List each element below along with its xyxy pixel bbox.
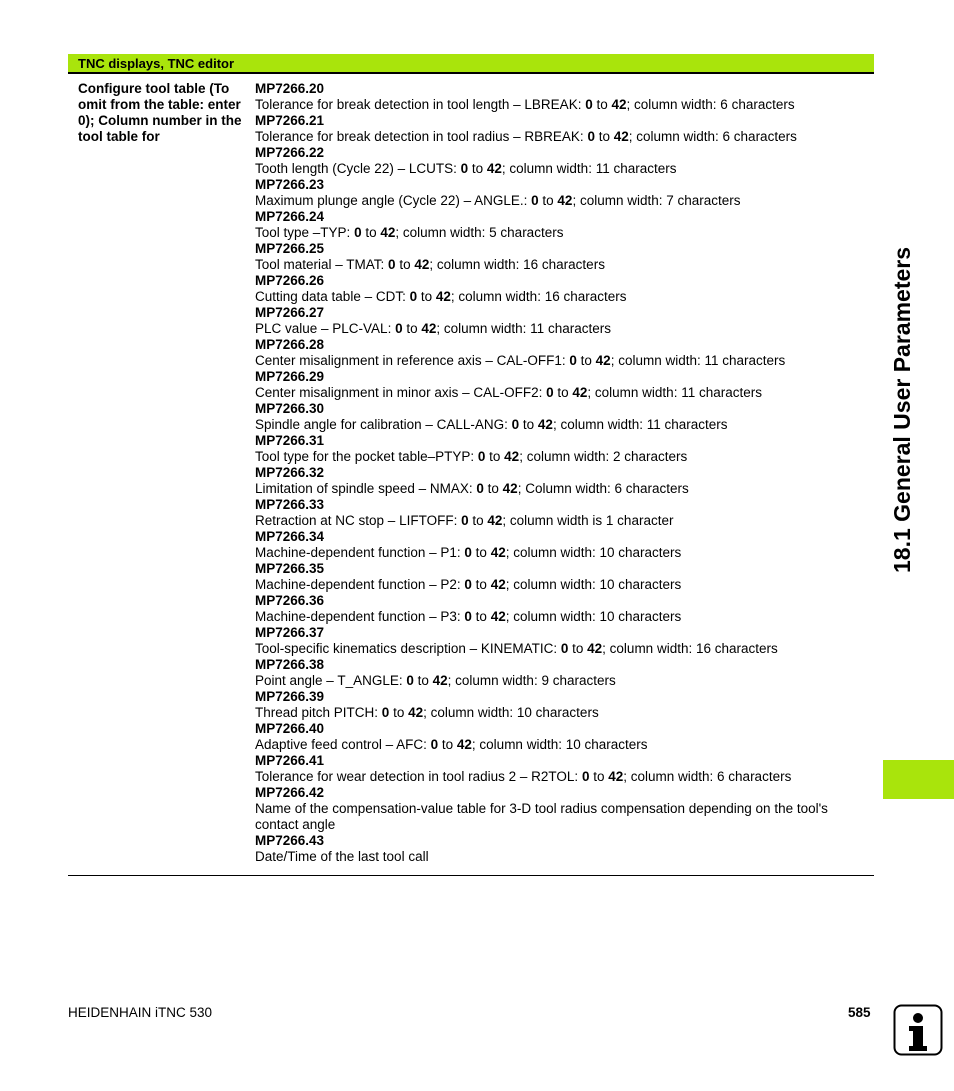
parameter-description-mid: to [468, 513, 488, 528]
parameter-entry [255, 753, 870, 785]
parameter-description-pre: Machine-dependent function – P2: [255, 577, 465, 592]
parameter-code: MP7266.36 [255, 593, 325, 608]
parameter-description-post: ; column width: 11 characters [552, 417, 728, 432]
parameter-description-to: 42 [408, 705, 424, 720]
parameter-description-to: 42 [557, 193, 573, 208]
parameter-entry [255, 113, 870, 145]
parameter-description-to: 42 [572, 385, 588, 400]
parameter-description-pre: Maximum plunge angle (Cycle 22) – ANGLE.: [255, 193, 532, 208]
parameter-description-from: 0 [464, 545, 472, 560]
parameter-code: MP7266.31 [255, 433, 325, 448]
parameter-description-pre: Tool-specific kinematics description – KINEMATIC: [255, 641, 561, 656]
parameter-description-mid: to [417, 289, 436, 304]
parameter-description-from: 0 [395, 321, 403, 336]
parameter-entry [255, 273, 870, 305]
parameter-description-post: ; column width: 11 characters [610, 353, 786, 368]
parameter-description-to: 42 [414, 257, 430, 272]
parameter-code: MP7266.32 [255, 465, 325, 480]
parameter-code: MP7266.42 [255, 785, 325, 800]
parameter-description-pre: Tolerance for break detection in tool radius – RBREAK: [255, 129, 588, 144]
parameter-entry [255, 337, 870, 369]
parameter-description-from: 0 [581, 769, 590, 784]
parameter-description-pre: Tool type for the pocket table–PTYP: [255, 449, 478, 464]
parameter-entry [255, 145, 870, 177]
parameter-entry [255, 689, 870, 721]
parameter-description-pre: Tool material – TMAT: [255, 257, 389, 272]
parameter-description-from: 0 [406, 673, 414, 688]
parameter-description-pre: PLC value – PLC-VAL: [255, 321, 396, 336]
parameter-description-to: 42 [502, 481, 518, 496]
parameter-description-mid: to [592, 97, 612, 112]
parameter-code: MP7266.34 [255, 529, 325, 544]
parameter-code: MP7266.24 [255, 209, 325, 224]
parameter-description-to: 42 [486, 161, 502, 176]
parameter-description-pre: Retraction at NC stop – LIFTOFF: [255, 513, 462, 528]
parameter-description [255, 321, 870, 337]
parameter-description-to: 42 [537, 417, 553, 432]
chapter-side-title-text: 18.1 General User Parameters [889, 246, 915, 574]
parameter-description-from: 0 [476, 481, 484, 496]
parameter-description-from: 0 [546, 385, 554, 400]
parameter-description-pre: Center misalignment in minor axis – CAL-OFF2: [255, 385, 547, 400]
parameter-description-post: ; column width: 11 characters [587, 385, 762, 400]
parameter-description-from: 0 [430, 737, 439, 752]
parameter-description-from: 0 [569, 353, 577, 368]
parameter-code: MP7266.22 [255, 145, 325, 160]
parameter-description-from: 0 [464, 577, 472, 592]
parameter-description [255, 641, 870, 657]
parameter-description-from: 0 [464, 609, 472, 624]
parameter-entry [255, 209, 870, 241]
parameter-description-from: 0 [409, 289, 418, 304]
parameter-description [255, 769, 870, 785]
parameter-description-pre: Date/Time of the last tool call [255, 849, 429, 864]
parameter-description [255, 801, 870, 833]
parameter-description-to: 42 [587, 641, 603, 656]
parameter-description [255, 481, 870, 497]
parameter-description-post: ; column width: 5 characters [395, 225, 564, 240]
parameter-description-post: ; column width is 1 character [502, 513, 674, 528]
parameter-entry [255, 369, 870, 401]
parameter-code: MP7266.35 [255, 561, 325, 576]
parameter-description-pre: Tolerance for wear detection in tool radius 2 – R2TOL: [255, 769, 582, 784]
parameter-description [255, 673, 870, 689]
parameter-code: MP7266.25 [255, 241, 325, 256]
parameter-description-mid: to [568, 641, 588, 656]
parameter-description-post: ; column width: 11 characters [436, 321, 611, 336]
parameter-description-pre: Name of the compensation-value table for 3-D tool radius compensation depending on the tool's contact angle [255, 801, 828, 832]
parameter-description-post: ; column width: 9 characters [447, 673, 616, 688]
parameter-description-post: ; column width: 2 characters [519, 449, 688, 464]
parameter-description-mid: to [553, 385, 573, 400]
parameter-description-from: 0 [585, 97, 593, 112]
parameter-description-to: 42 [380, 225, 396, 240]
parameter-description-from: 0 [477, 449, 486, 464]
parameter-description-post: ; column width: 16 characters [602, 641, 778, 656]
parameter-code: MP7266.29 [255, 369, 325, 384]
parameter-description-post: ; column width: 11 characters [501, 161, 677, 176]
parameter-description [255, 449, 870, 465]
parameter-description-pre: Limitation of spindle speed – NMAX: [255, 481, 477, 496]
parameter-description-post: ; column width: 6 characters [628, 129, 797, 144]
parameter-code: MP7266.43 [255, 833, 325, 848]
parameter-description-from: 0 [381, 705, 390, 720]
parameter-description-mid: to [413, 673, 433, 688]
parameter-description-pre: Cutting data table – CDT: [255, 289, 410, 304]
parameter-code: MP7266.39 [255, 689, 325, 704]
parameter-description [255, 849, 870, 865]
parameter-description-mid: to [361, 225, 381, 240]
parameter-entry [255, 657, 870, 689]
parameter-description-to: 42 [608, 769, 624, 784]
parameter-description-post: ; column width: 16 characters [429, 257, 605, 272]
footer-product: HEIDENHAIN iTNC 530 [68, 1005, 213, 1020]
parameter-group-label: Configure tool table (To omit from the table: enter 0); Column number in the tool table for [78, 81, 242, 144]
parameter-description-to: 42 [490, 609, 506, 624]
parameter-entry [255, 497, 870, 529]
parameter-description-from: 0 [354, 225, 362, 240]
parameter-description [255, 193, 870, 209]
parameter-description-from: 0 [587, 129, 595, 144]
parameter-entry [255, 465, 870, 497]
parameter-description-mid: to [471, 609, 491, 624]
parameter-description-mid: to [594, 129, 614, 144]
parameter-description-mid: to [485, 449, 505, 464]
parameter-code: MP7266.23 [255, 177, 325, 192]
parameter-description-to: 42 [595, 353, 611, 368]
parameter-entry [255, 529, 870, 561]
parameter-description-pre: Spindle angle for calibration – CALL-ANG: [255, 417, 512, 432]
parameter-description-post: ; column width: 16 characters [450, 289, 627, 304]
parameter-code: MP7266.28 [255, 337, 325, 352]
parameter-code: MP7266.40 [255, 721, 325, 736]
parameter-entry [255, 433, 870, 465]
parameter-description-mid: to [395, 257, 415, 272]
parameter-description-pre: Machine-dependent function – P1: [255, 545, 465, 560]
parameter-entry [255, 241, 870, 273]
section-header-title: TNC displays, TNC editor [78, 56, 235, 71]
parameter-description-post: ; column width: 6 characters [623, 769, 792, 784]
chapter-side-title [870, 50, 950, 750]
table-bottom-rule [68, 875, 874, 876]
parameter-description [255, 129, 870, 145]
parameter-description-mid: to [576, 353, 596, 368]
parameter-description-pre: Point angle – T_ANGLE: [255, 673, 407, 688]
parameter-description-from: 0 [560, 641, 569, 656]
parameter-description [255, 737, 870, 753]
parameter-description-mid: to [438, 737, 457, 752]
parameter-code: MP7266.37 [255, 625, 325, 640]
parameter-description [255, 545, 870, 561]
parameter-entry [255, 593, 870, 625]
parameter-entry [255, 721, 870, 753]
parameter-description-mid: to [589, 769, 609, 784]
parameter-description-post: ; column width: 10 characters [471, 737, 648, 752]
parameter-description-mid: to [519, 417, 538, 432]
parameter-description-mid: to [483, 481, 503, 496]
info-icon [893, 1004, 943, 1056]
parameter-description [255, 97, 870, 113]
parameter-description-post: ; column width: 7 characters [572, 193, 741, 208]
parameter-description-pre: Machine-dependent function – P3: [255, 609, 465, 624]
parameter-entry [255, 833, 870, 865]
parameter-code: MP7266.30 [255, 401, 325, 416]
parameter-description-to: 42 [435, 289, 451, 304]
parameter-description-pre: Adaptive feed control – AFC: [255, 737, 431, 752]
parameter-description [255, 577, 870, 593]
parameter-entry [255, 785, 870, 833]
parameter-description-post: ; column width: 10 characters [423, 705, 599, 720]
parameter-description-post: ; Column width: 6 characters [517, 481, 689, 496]
parameter-code: MP7266.38 [255, 657, 325, 672]
parameter-description-to: 42 [490, 545, 506, 560]
parameter-description-from: 0 [531, 193, 539, 208]
parameter-description-to: 42 [611, 97, 627, 112]
parameter-description-mid: to [468, 161, 487, 176]
parameter-description [255, 705, 870, 721]
chapter-tab-marker [883, 760, 954, 799]
parameter-description-to: 42 [490, 577, 506, 592]
parameter-description-pre: Center misalignment in reference axis – CAL-OFF1: [255, 353, 570, 368]
parameter-description-post: ; column width: 10 characters [505, 577, 682, 592]
parameter-code: MP7266.21 [255, 113, 325, 128]
parameter-code: MP7266.27 [255, 305, 325, 320]
parameter-description-mid: to [471, 577, 491, 592]
parameter-description-from: 0 [460, 161, 469, 176]
parameter-description-pre: Thread pitch PITCH: [255, 705, 382, 720]
parameter-description-to: 42 [504, 449, 520, 464]
parameter-entry [255, 401, 870, 433]
parameter-description-from: 0 [511, 417, 520, 432]
parameter-code: MP7266.20 [255, 81, 325, 96]
parameter-description-from: 0 [388, 257, 396, 272]
parameter-description-pre: Tolerance for break detection in tool length – LBREAK: [255, 97, 586, 112]
parameter-description-mid: to [538, 193, 558, 208]
parameter-description [255, 417, 870, 433]
parameter-description [255, 257, 870, 273]
parameter-description-post: ; column width: 6 characters [626, 97, 795, 112]
parameter-description-to: 42 [456, 737, 472, 752]
parameter-description-pre: Tooth length (Cycle 22) – LCUTS: [255, 161, 461, 176]
parameter-description [255, 289, 870, 305]
parameter-description-from: 0 [461, 513, 469, 528]
footer-page-number: 585 [848, 1005, 871, 1020]
parameter-entry [255, 305, 870, 337]
parameter-entry [255, 561, 870, 593]
parameter-code: MP7266.41 [255, 753, 325, 768]
parameter-entry [255, 81, 870, 113]
parameter-description [255, 161, 870, 177]
parameter-code: MP7266.33 [255, 497, 325, 512]
parameter-description [255, 513, 870, 529]
parameter-code: MP7266.26 [255, 273, 325, 288]
parameter-description-to: 42 [613, 129, 629, 144]
parameter-description-mid: to [389, 705, 409, 720]
parameter-entry [255, 625, 870, 657]
parameter-description [255, 353, 870, 369]
parameter-description-to: 42 [487, 513, 503, 528]
parameter-description-post: ; column width: 10 characters [505, 545, 682, 560]
parameter-description-pre: Tool type –TYP: [255, 225, 355, 240]
parameter-description [255, 225, 870, 241]
parameter-list [255, 81, 870, 865]
parameter-description-mid: to [402, 321, 422, 336]
section-header-bar [68, 54, 874, 74]
parameter-entry [255, 177, 870, 209]
parameter-description-to: 42 [421, 321, 437, 336]
parameter-description [255, 385, 870, 401]
parameter-description [255, 609, 870, 625]
parameter-description-post: ; column width: 10 characters [505, 609, 682, 624]
parameter-description-to: 42 [432, 673, 448, 688]
parameter-description-mid: to [471, 545, 491, 560]
